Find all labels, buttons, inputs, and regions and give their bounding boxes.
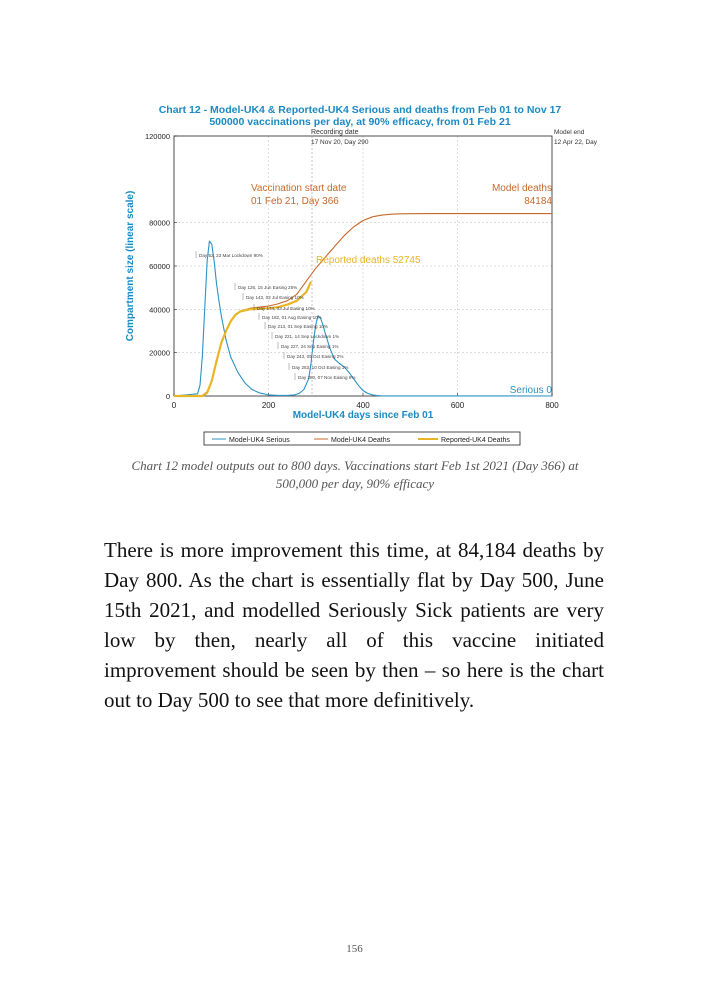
model-end-label: Model end bbox=[554, 129, 585, 136]
event-label: Day 174, 03 Jul Easing 10% bbox=[257, 306, 315, 311]
event-label: Day 143, 02 Jul Easing 10% bbox=[246, 295, 304, 300]
vaccination-start-line1: Vaccination start date bbox=[251, 183, 347, 194]
vaccination-start-line2: 01 Feb 21, Day 366 bbox=[251, 196, 339, 207]
model-end-detail: 12 Apr 22, Day bbox=[554, 139, 597, 146]
x-axis-label: Model-UK4 days since Feb 01 bbox=[292, 410, 434, 421]
y-tick-label: 120000 bbox=[144, 132, 170, 141]
y-tick-label: 20000 bbox=[149, 348, 170, 358]
model-deaths-label: Model deaths bbox=[491, 183, 552, 194]
event-label: Day 227, 24 Sep Easing 1% bbox=[281, 344, 339, 349]
legend-item-model-deaths: Model-UK4 Deaths bbox=[331, 437, 391, 444]
reported-deaths-label: Reported deaths 52745 bbox=[316, 255, 421, 266]
serious-end-label: Serious 0 bbox=[509, 385, 552, 396]
event-label: Day 253, 10 Oct Easing 1% bbox=[292, 365, 349, 370]
event-label: Day 126, 15 Jun Easing 25% bbox=[238, 285, 298, 290]
event-label: Day 213, 01 Sep Easing 10% bbox=[268, 324, 329, 329]
chart-title-line1: Chart 12 - Model-UK4 & Reported-UK4 Serious and deaths from Feb 01 to Nov 17 bbox=[158, 104, 562, 116]
legend-item-serious: Model-UK4 Serious bbox=[229, 437, 290, 444]
x-tick-label: 600 bbox=[450, 401, 465, 410]
chart-legend bbox=[204, 432, 520, 445]
body-paragraph: There is more improvement this time, at 84,184 deaths by Day 800. As the chart is essentially flat by Day 500, June 15th 2021, and modelled Seriously Sick patients are very low by then, nearly all of this vaccine initiated improvement should be seen by then – so here is the chart out to Day 500 to see that more definitively. bbox=[104, 538, 604, 712]
x-tick-label: 400 bbox=[356, 401, 370, 410]
x-tick-label: 0 bbox=[171, 401, 177, 410]
event-label: Day 243, 05 Oct Easing 2% bbox=[287, 354, 344, 359]
page-number: 156 bbox=[346, 943, 363, 955]
y-tick-label: 0 bbox=[165, 392, 170, 401]
event-label: Day 280, 07 Nov Easing 8% bbox=[298, 375, 356, 380]
y-tick-label: 80000 bbox=[149, 218, 170, 228]
chart bbox=[0, 0, 709, 460]
event-label: Day 52, 23 Mar Lockdown 90% bbox=[199, 253, 263, 258]
recording-date-label: Recording date bbox=[311, 129, 359, 136]
recording-date-detail: 17 Nov 20, Day 290 bbox=[311, 139, 369, 146]
y-axis-label: Compartment size (linear scale) bbox=[125, 190, 136, 342]
chart-title-line2: 500000 vaccinations per day, at 90% efficacy, from 01 Feb 21 bbox=[209, 116, 511, 128]
x-tick-label: 800 bbox=[545, 401, 559, 410]
legend-item-reported-deaths: Reported-UK4 Deaths bbox=[441, 437, 510, 444]
y-tick-label: 40000 bbox=[149, 305, 170, 315]
figure-caption: Chart 12 model outputs out to 800 days. Vaccinations start Feb 1st 2021 (Day 366) at 500,000 per day, 90% efficacy bbox=[131, 458, 579, 491]
y-tick-label: 60000 bbox=[149, 262, 170, 271]
event-label: Day 221, 14 Sep Lockdown 1% bbox=[275, 334, 340, 339]
event-label: Day 182, 01 Aug Easing 10% bbox=[262, 315, 322, 320]
x-tick-label: 200 bbox=[261, 401, 276, 410]
event-layer bbox=[196, 251, 355, 380]
model-deaths-value: 84184 bbox=[524, 196, 552, 207]
